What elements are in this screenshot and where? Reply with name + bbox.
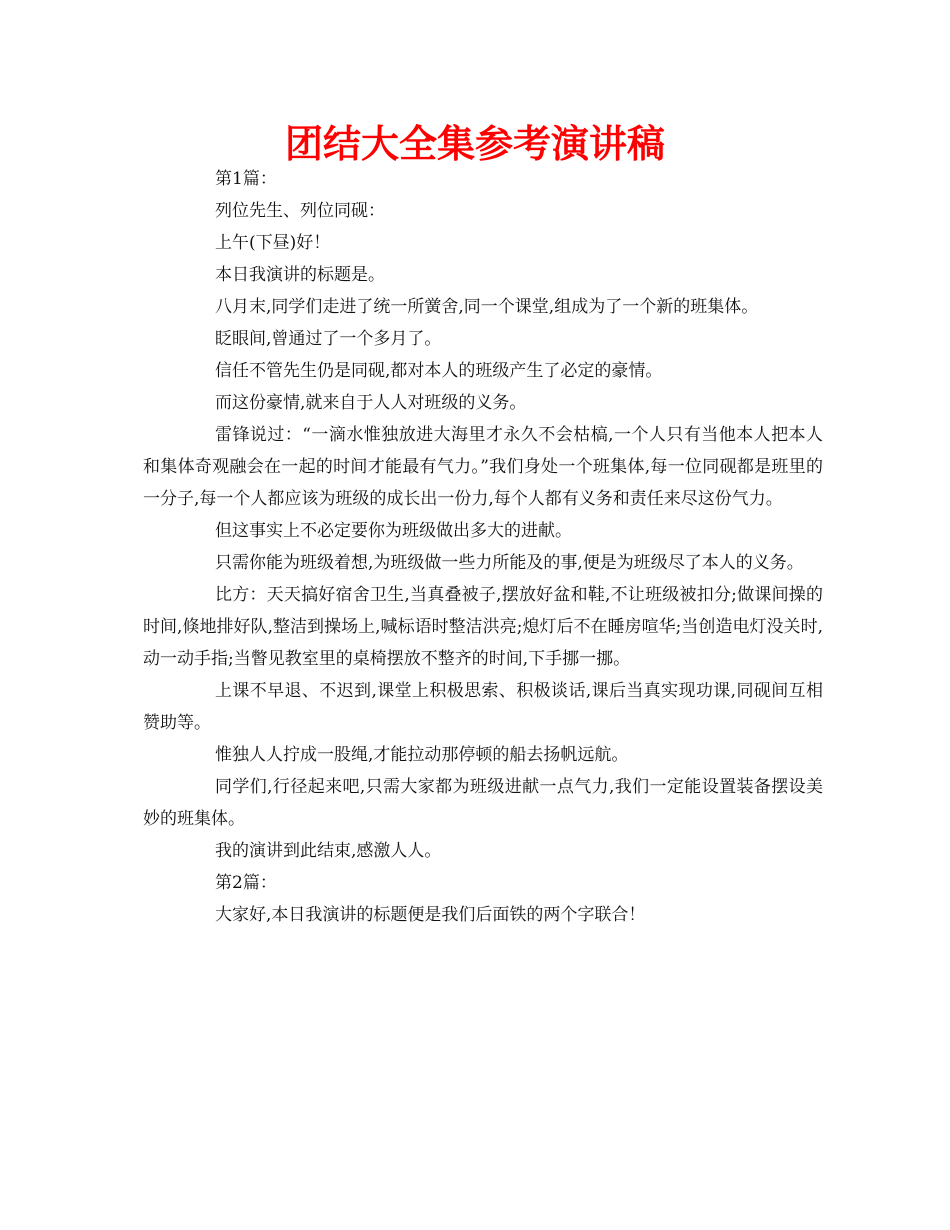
document-title: 团结大全集参考演讲稿 [284,122,665,166]
paragraph: 本日我演讲的标题是。 [215,265,385,285]
paragraph: 只需你能为班级着想,为班级做一些力所能及的事,便是为班级尽了本人的义务。 [215,553,804,573]
document-body [143,163,823,931]
paragraph: 而这份豪情,就来自于人人对班级的义务。 [215,393,527,413]
paragraph: 但这事实上不必定要你为班级做出多大的进献。 [215,521,572,541]
paragraph: 上课不早退、不迟到,课堂上积极思索、积极谈话,课后当真实现功课,同砚间互相赞助等。 [143,681,823,733]
paragraph: 上午(下昼)好！ [215,233,331,253]
paragraph: 列位先生、列位同砚： [215,201,385,221]
paragraph: 比方：天天搞好宿舍卫生,当真叠被子,摆放好盆和鞋,不让班级被扣分;做课间操的时间,倏地排好队,整洁到操场上,喊标语时整洁洪亮;熄灯后不在睡房喧华;当创造电灯没关时,动一动手指;当瞥见教室里的桌椅摆放不整齐的时间,下手挪一挪。 [143,585,823,669]
paragraph: 雷锋说过：“一滴水惟独放进大海里才永久不会枯槁,一个人只有当他本人把本人和集体奇观融会在一起的时间才能最有气力。”我们身处一个班集体,每一位同砚都是班里的一分子,每一个人都应该为班级的成长出一份力,每个人都有义务和责任来尽这份气力。 [143,425,823,509]
paragraph: 我的演讲到此结束,感激人人。 [215,841,442,861]
paragraph: 第2篇： [215,873,277,893]
paragraph: 信任不管先生仍是同砚,都对本人的班级产生了必定的豪情。 [215,361,663,381]
paragraph: 第1篇： [215,169,277,189]
paragraph: 眨眼间,曾通过了一个多月了。 [215,329,442,349]
paragraph: 惟独人人拧成一股绳,才能拉动那停顿的船去扬帆远航。 [215,745,629,765]
paragraph: 同学们,行径起来吧,只需大家都为班级进献一点气力,我们一定能设置装备摆设美妙的班集体。 [143,777,823,829]
paragraph: 大家好,本日我演讲的标题便是我们后面铁的两个字联合！ [215,905,646,925]
paragraph: 八月末,同学们走进了统一所黉舍,同一个课堂,组成为了一个新的班集体。 [215,297,759,317]
